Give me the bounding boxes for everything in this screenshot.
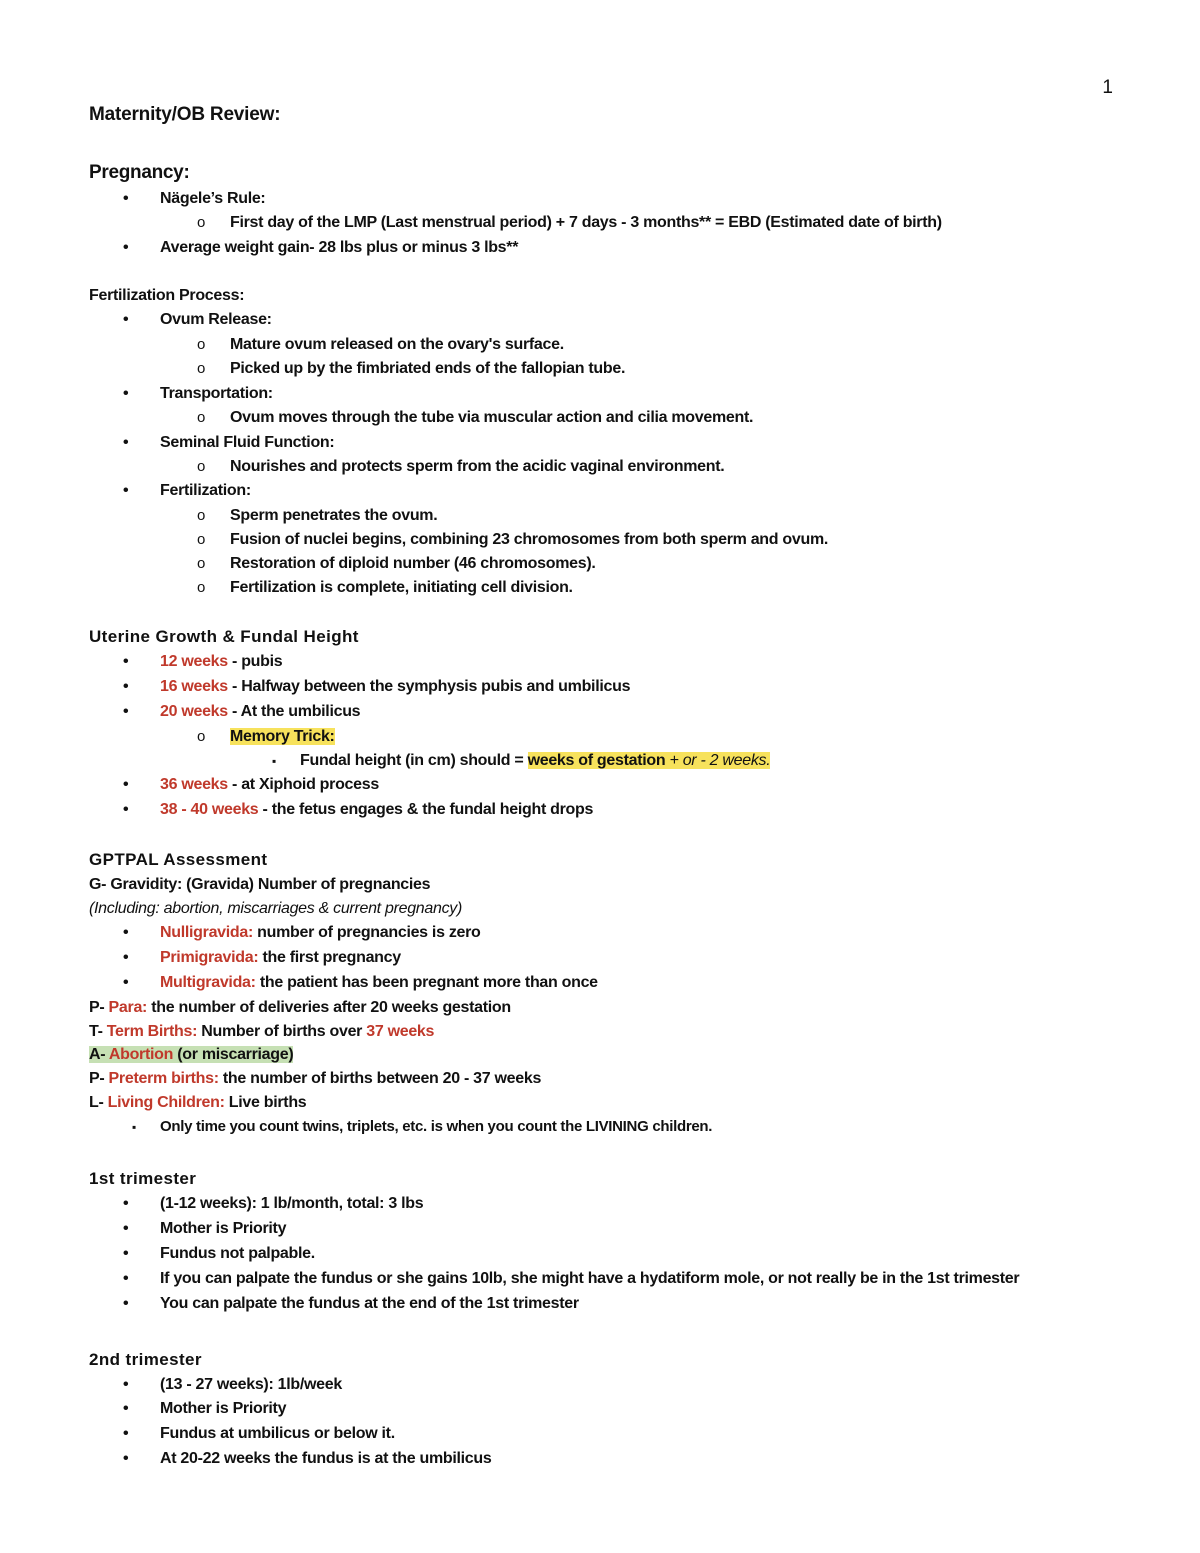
fundal-rule-highlight: [528, 752, 771, 769]
term-births: [89, 1021, 434, 1043]
fundal-12-weeks: [160, 651, 282, 673]
term-desc: the patient has been pregnant more than once: [255, 974, 598, 991]
document-title: Maternity/OB Review:: [89, 104, 281, 125]
fundal-desc: - At the umbilicus: [227, 703, 361, 720]
term-label: Term Births:: [106, 1023, 198, 1040]
fundal-20-weeks: [160, 701, 360, 723]
fundal-rule-range: + or - 2 weeks.: [669, 752, 771, 769]
term-label: Abortion: [108, 1046, 174, 1063]
living-children: [89, 1092, 306, 1114]
seminal-fluid: • Seminal Fluid Function:: [160, 432, 334, 454]
second-trimester-heading: 2nd trimester: [89, 1350, 202, 1369]
memory-trick-label: Memory Trick:: [230, 728, 335, 745]
term-desc: Live births: [224, 1094, 307, 1111]
weight-gain: • Average weight gain- 28 lbs plus or minus 3 lbs**: [160, 237, 518, 259]
fundal-rule-weeks: weeks of gestation: [527, 752, 670, 769]
fundal-desc: - pubis: [227, 653, 283, 670]
term-label: Primigravida:: [160, 949, 259, 966]
first-trimester-item: • (1-12 weeks): 1 lb/month, total: 3 lbs: [160, 1193, 423, 1215]
fundal-desc: - at Xiphoid process: [227, 776, 379, 793]
nagele-rule: • Nägele’s Rule:: [160, 188, 265, 210]
term-label: Para:: [108, 999, 148, 1016]
abortion: [89, 1044, 293, 1066]
primigravida: [160, 947, 401, 969]
second-trimester-item: • Mother is Priority: [160, 1398, 286, 1420]
term-weeks: 37 weeks: [366, 1023, 435, 1040]
nulligravida: [160, 922, 481, 944]
fertilization-4: o Fertilization is complete, initiating cell division.: [230, 577, 573, 599]
term-desc: the number of deliveries after 20 weeks gestation: [147, 999, 511, 1016]
gtpal-heading: GPTPAL Assessment: [89, 850, 268, 869]
memory-trick: [230, 726, 335, 748]
fundal-36-weeks: [160, 774, 379, 796]
second-trimester-item: • At 20-22 weeks the fundus is at the umbilicus: [160, 1448, 491, 1470]
twins-note: ▪ Only time you count twins, triplets, etc. is when you count the LIVINING children.: [160, 1116, 712, 1138]
preterm-births: [89, 1068, 541, 1090]
fundal-rule-text: Fundal height (in cm) should =: [300, 752, 528, 769]
term-label: Multigravida:: [160, 974, 256, 991]
fertilization-heading: Fertilization Process:: [89, 287, 245, 304]
first-trimester-item: • You can palpate the fundus at the end of the 1st trimester: [160, 1293, 579, 1315]
fundal-desc: - Halfway between the symphysis pubis and umbilicus: [227, 678, 631, 695]
ovum-release-2: o Picked up by the fimbriated ends of the fallopian tube.: [230, 358, 625, 380]
term-desc: Number of births over: [197, 1023, 367, 1040]
fundal-38-40-weeks: [160, 799, 593, 821]
transportation: • Transportation:: [160, 383, 273, 405]
weeks-label: 12 weeks: [160, 653, 228, 670]
letter-prefix: A-: [89, 1046, 109, 1063]
weeks-label: 20 weeks: [160, 703, 228, 720]
first-trimester-heading: 1st trimester: [89, 1169, 197, 1188]
letter-prefix: P-: [89, 1070, 109, 1087]
weeks-label: 36 weeks: [160, 776, 228, 793]
fertilization-2: o Fusion of nuclei begins, combining 23 chromosomes from both sperm and ovum.: [230, 529, 828, 551]
first-trimester-item: • Mother is Priority: [160, 1218, 286, 1240]
second-trimester-item: • Fundus at umbilicus or below it.: [160, 1423, 395, 1445]
letter-prefix: L-: [89, 1094, 108, 1111]
term-label: Preterm births:: [108, 1070, 219, 1087]
fertilization-step: • Fertilization:: [160, 480, 251, 502]
letter-prefix: P-: [89, 999, 109, 1016]
gravidity-note: (Including: abortion, miscarriages & current pregnancy): [89, 900, 463, 917]
first-trimester-item: • Fundus not palpable.: [160, 1243, 315, 1265]
first-trimester-item: • If you can palpate the fundus or she gains 10lb, she might have a hydatiform mole, or not really be in the 1st trimester: [160, 1268, 1019, 1290]
fertilization-1: o Sperm penetrates the ovum.: [230, 505, 437, 527]
para: [89, 997, 511, 1019]
term-label: Living Children:: [107, 1094, 225, 1111]
term-desc: the number of births between 20 - 37 weeks: [218, 1070, 542, 1087]
multigravida: [160, 972, 598, 994]
fundal-desc: - the fetus engages & the fundal height drops: [258, 801, 594, 818]
nagele-detail: o First day of the LMP (Last menstrual period) + 7 days - 3 months** = EBD (Estimated date of birth): [230, 212, 942, 234]
transportation-1: o Ovum moves through the tube via muscular action and cilia movement.: [230, 407, 753, 429]
gravidity: G- Gravidity: (Gravida) Number of pregnancies: [89, 876, 431, 893]
fertilization-3: o Restoration of diploid number (46 chromosomes).: [230, 553, 596, 575]
fundal-16-weeks: [160, 676, 630, 698]
abortion-highlight: [89, 1046, 293, 1063]
pregnancy-heading: Pregnancy:: [89, 162, 190, 183]
uterine-heading: Uterine Growth & Fundal Height: [89, 627, 359, 646]
page-number: 1: [1102, 77, 1113, 98]
second-trimester-item: • (13 - 27 weeks): 1lb/week: [160, 1374, 342, 1396]
weeks-label: 16 weeks: [160, 678, 228, 695]
fundal-height-rule: [300, 750, 770, 772]
ovum-release: • Ovum Release:: [160, 309, 272, 331]
weeks-label: 38 - 40 weeks: [160, 801, 259, 818]
term-label: Nulligravida:: [160, 924, 254, 941]
term-desc: number of pregnancies is zero: [253, 924, 481, 941]
term-desc: (or miscarriage): [173, 1046, 294, 1063]
letter-prefix: T-: [89, 1023, 107, 1040]
seminal-fluid-1: o Nourishes and protects sperm from the acidic vaginal environment.: [230, 456, 724, 478]
ovum-release-1: o Mature ovum released on the ovary's surface.: [230, 334, 564, 356]
term-desc: the first pregnancy: [258, 949, 401, 966]
